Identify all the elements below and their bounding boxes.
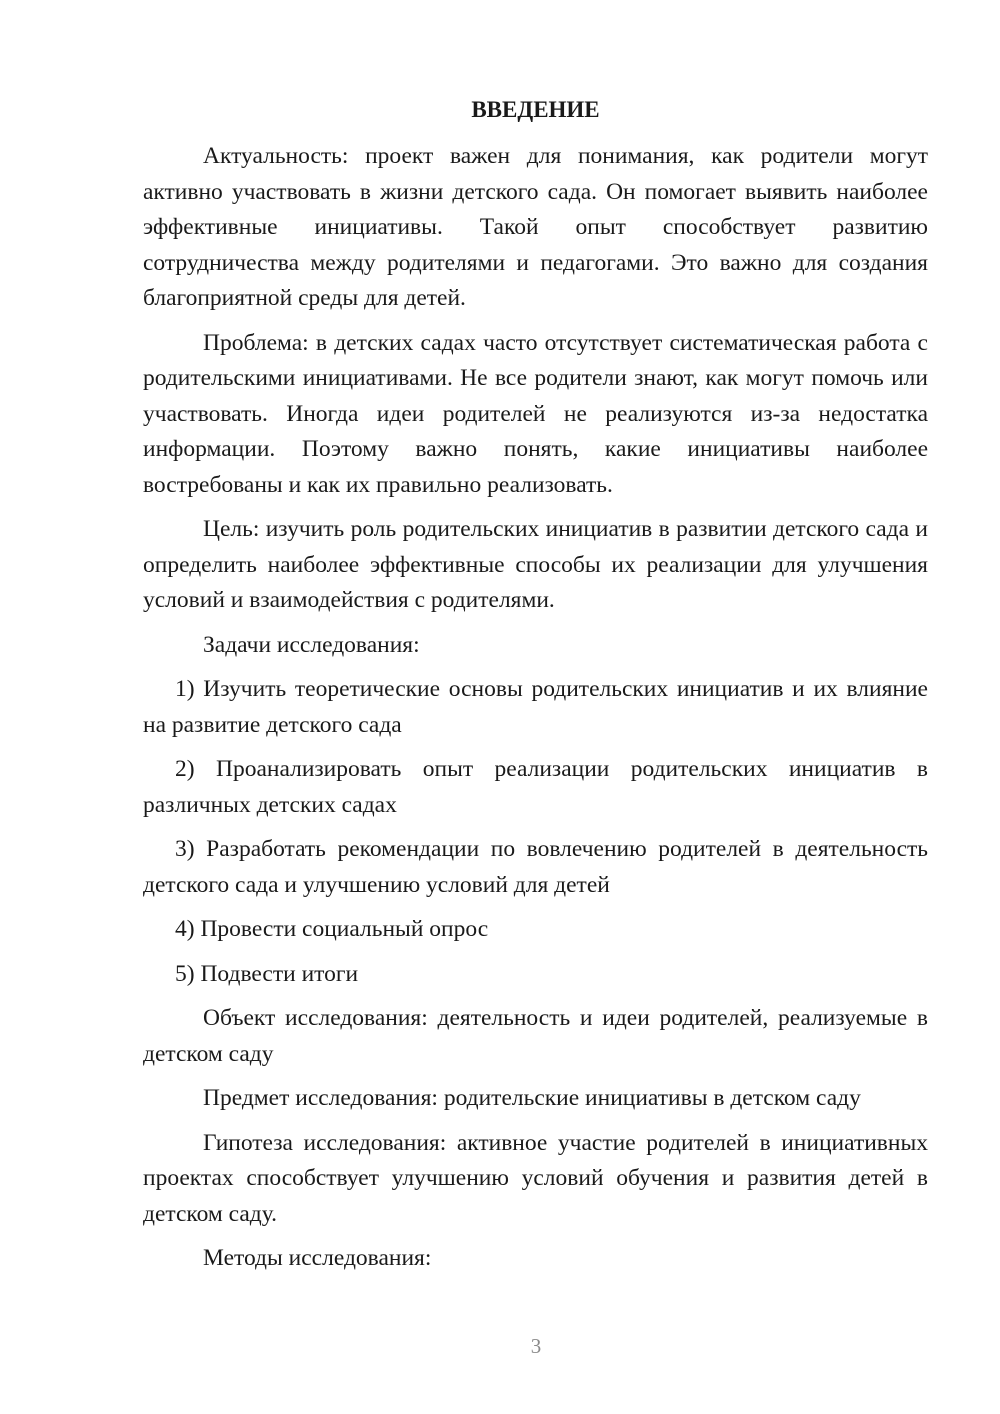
paragraph-subject: Предмет исследования: родительские инициативы в детском саду	[203, 1085, 861, 1111]
task-item-5: 5) Подвести итоги	[175, 960, 359, 987]
methods-heading: Методы исследования:	[203, 1245, 432, 1271]
task-item-1: 1) Изучить теоретические основы родительских инициатив и их влияние на развитие детского сада	[143, 676, 928, 738]
paragraph-hypothesis: Гипотеза исследования: активное участие родителей в инициативных проектах способствует улучшению условий обучения и развития детей в детском саду.	[143, 1129, 928, 1227]
section-title: ВВЕДЕНИЕ	[471, 97, 600, 122]
page-content	[143, 92, 928, 1286]
paragraph-relevance: Актуальность: проект важен для понимания, как родители могут активно участвовать в жизни детского сада. Он помогает выявить наиболее эффективные инициативы. Такой опыт способствует развитию сотрудничества между родителями и педагогами. Это важно для создания благоприятной среды для детей.	[143, 143, 928, 311]
page-number: 3	[530, 1334, 542, 1358]
task-item-4: 4) Провести социальный опрос	[175, 916, 489, 942]
paragraph-problem: Проблема: в детских садах часто отсутствует систематическая работа с родительскими инициативами. Не все родители знают, как могут помочь или участвовать. Иногда идеи родителей не реализуются из-за недостатка информации. Поэтому важно понять, какие инициативы наиболее востребованы и как их правильно реализовать.	[143, 329, 928, 498]
paragraph-goal: Цель: изучить роль родительских инициатив в развитии детского сада и определить наиболее эффективные способы их реализации для улучшения условий и взаимодействия с родителями.	[143, 516, 928, 613]
tasks-heading: Задачи исследования:	[203, 631, 420, 658]
paragraph-object: Объект исследования: деятельность и идеи родителей, реализуемые в детском саду	[143, 1005, 928, 1067]
task-item-2: 2) Проанализировать опыт реализации родительских инициатив в различных детских садах	[143, 756, 928, 818]
task-item-3: 3) Разработать рекомендации по вовлечению родителей в деятельность детского сада и улучшению условий для детей	[143, 836, 928, 898]
